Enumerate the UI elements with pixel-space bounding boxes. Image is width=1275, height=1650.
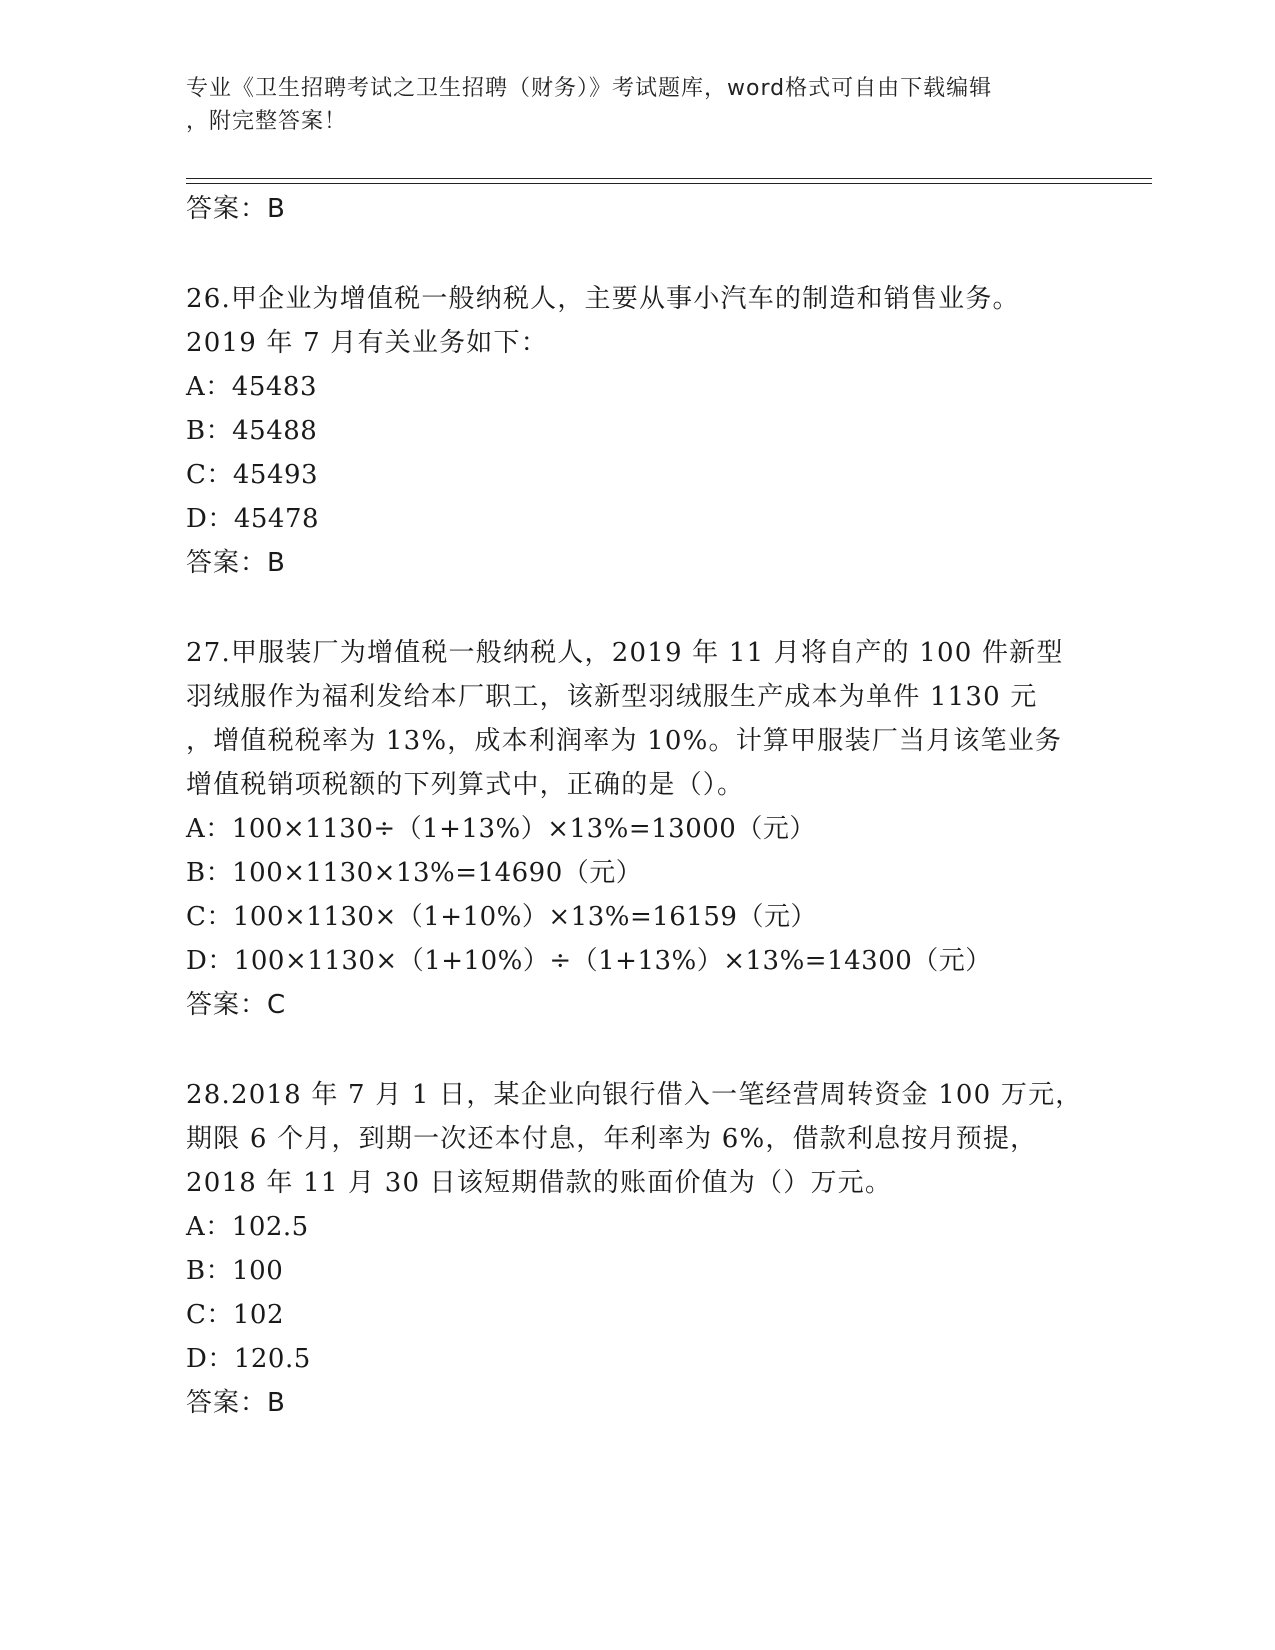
question-26-option-c: C：45493 bbox=[186, 460, 319, 490]
answer-27: 答案：C bbox=[186, 990, 287, 1020]
document-header bbox=[186, 72, 1066, 138]
question-28-option-c: C：102 bbox=[186, 1300, 285, 1330]
header-rule-bottom bbox=[186, 183, 1152, 184]
answer-25: 答案：B bbox=[186, 194, 286, 224]
question-26-line-2: 2019 年 7 月有关业务如下： bbox=[186, 328, 548, 358]
question-28-line-1: 28.2018 年 7 月 1 日，某企业向银行借入一笔经营周转资金 100 万元， bbox=[186, 1080, 1083, 1110]
header-line-2: ，附完整答案！ bbox=[186, 109, 348, 134]
question-27-line-4: 增值税销项税额的下列算式中，正确的是（）。 bbox=[186, 770, 745, 800]
question-26-line-1: 26.甲企业为增值税一般纳税人，主要从事小汽车的制造和销售业务。 bbox=[186, 284, 1020, 314]
header-rule-top bbox=[186, 178, 1152, 179]
question-27-option-b: B：100×1130×13%=14690（元） bbox=[186, 858, 643, 888]
question-26-option-b: B：45488 bbox=[186, 416, 318, 446]
question-26-option-a: A：45483 bbox=[186, 372, 317, 402]
question-27-option-c: C：100×1130×（1+10%）×13%=16159（元） bbox=[186, 902, 817, 932]
question-28-option-d: D：120.5 bbox=[186, 1344, 311, 1374]
question-28-line-3: 2018 年 11 月 30 日该短期借款的账面价值为（）万元。 bbox=[186, 1168, 893, 1198]
question-26-option-d: D：45478 bbox=[186, 504, 320, 534]
question-27-option-d: D：100×1130×（1+10%）÷（1+13%）×13%=14300（元） bbox=[186, 946, 992, 976]
header-line-1: 专业《卫生招聘考试之卫生招聘（财务）》考试题库，word格式可自由下载编辑 bbox=[186, 76, 993, 101]
question-27-line-1: 27.甲服装厂为增值税一般纳税人，2019 年 11 月将自产的 100 件新型 bbox=[186, 638, 1064, 668]
answer-28: 答案：B bbox=[186, 1388, 286, 1418]
question-27-line-2: 羽绒服作为福利发给本厂职工，该新型羽绒服生产成本为单件 1130 元 bbox=[186, 682, 1038, 712]
answer-26: 答案：B bbox=[186, 548, 286, 578]
question-28-line-2: 期限 6 个月，到期一次还本付息，年利率为 6%，借款利息按月预提， bbox=[186, 1124, 1038, 1154]
question-27-line-3: ，增值税税率为 13%，成本利润率为 10%。计算甲服装厂当月该笔业务 bbox=[186, 726, 1063, 756]
question-28-option-a: A：102.5 bbox=[186, 1212, 309, 1242]
question-28-option-b: B：100 bbox=[186, 1256, 284, 1286]
question-27-option-a: A：100×1130÷（1+13%）×13%=13000（元） bbox=[186, 814, 816, 844]
